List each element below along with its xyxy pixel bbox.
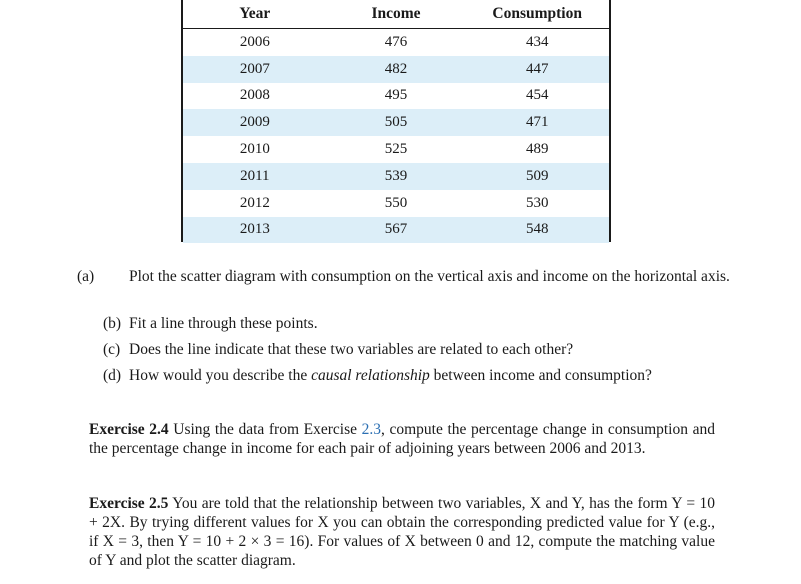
cell-consumption: 434 (525, 33, 549, 50)
cell-year: 2010 (239, 141, 270, 158)
cell-income: 505 (384, 114, 408, 131)
cell-year: 2011 (240, 167, 270, 184)
cell-year: 2009 (239, 114, 270, 131)
cell-year: 2006 (239, 33, 270, 50)
question-b (103, 313, 723, 334)
data-table (181, 0, 611, 242)
question-text-before: How would you describe the (129, 367, 312, 384)
question-label: (a) (77, 268, 95, 285)
question-label: (d) (103, 367, 122, 384)
question-text-after: between income and consumption? (429, 367, 652, 384)
table-row (183, 217, 609, 244)
exercise-title: Exercise 2.4 (89, 421, 169, 438)
question-text: Does the line indicate that these two variables are related to each other? (129, 341, 574, 358)
exercise-reference-link[interactable]: 2.3 (361, 421, 381, 438)
cell-consumption: 530 (525, 194, 549, 211)
cell-year: 2007 (239, 60, 270, 77)
cell-year: 2008 (239, 87, 270, 104)
cell-income: 525 (384, 141, 408, 158)
table-row (183, 29, 609, 56)
cell-consumption: 548 (525, 221, 549, 238)
cell-consumption: 509 (525, 167, 549, 184)
cell-income: 567 (384, 221, 408, 238)
cell-income: 539 (384, 167, 408, 184)
cell-year: 2013 (239, 221, 270, 238)
cell-consumption: 447 (525, 60, 549, 77)
table-row (183, 56, 609, 83)
exercise-text-before: Using the data from Exercise (168, 421, 362, 438)
table-row (183, 109, 609, 136)
cell-income: 495 (384, 87, 408, 104)
cell-income: 550 (384, 194, 408, 211)
cell-income: 476 (384, 33, 408, 50)
header-year: Year (239, 5, 271, 22)
cell-income: 482 (384, 60, 408, 77)
cell-year: 2012 (239, 194, 270, 211)
exercise-text-after: , compute the percentage change in consumption and the percentage change in income for each pair of adjoining years between 2006 and 2013. (89, 421, 715, 457)
question-emphasis: causal relationship (311, 367, 430, 384)
table-row (183, 83, 609, 110)
table-row (183, 163, 609, 190)
question-label: (b) (103, 315, 122, 332)
exercise-2-5 (89, 494, 715, 570)
cell-consumption: 471 (525, 114, 549, 131)
question-c (103, 339, 723, 360)
table-row (183, 190, 609, 217)
question-text: Plot the scatter diagram with consumption on the vertical axis and income on the horizontal axis. (129, 268, 730, 285)
question-text: Fit a line through these points. (129, 315, 318, 332)
question-d (103, 365, 723, 386)
table-row (183, 136, 609, 163)
exercise-title: Exercise 2.5 (89, 495, 169, 512)
header-income: Income (371, 5, 421, 22)
cell-consumption: 454 (525, 87, 549, 104)
question-label: (c) (103, 341, 121, 358)
question-a (77, 266, 749, 287)
table-header-row (183, 0, 609, 29)
cell-consumption: 489 (525, 141, 549, 158)
exercise-text: You are told that the relationship between two variables, X and Y, has the form Y = 10 + 2X. By trying different values for X you can obtain the corresponding predicted value for Y (e.g., if X = 3, then Y = 10 + 2 × 3 = 16). For values of X between 0 and 12, compute the matching value of Y and plot the scatter diagram. (89, 495, 715, 569)
exercise-2-4 (89, 420, 715, 458)
header-consumption: Consumption (492, 5, 582, 22)
